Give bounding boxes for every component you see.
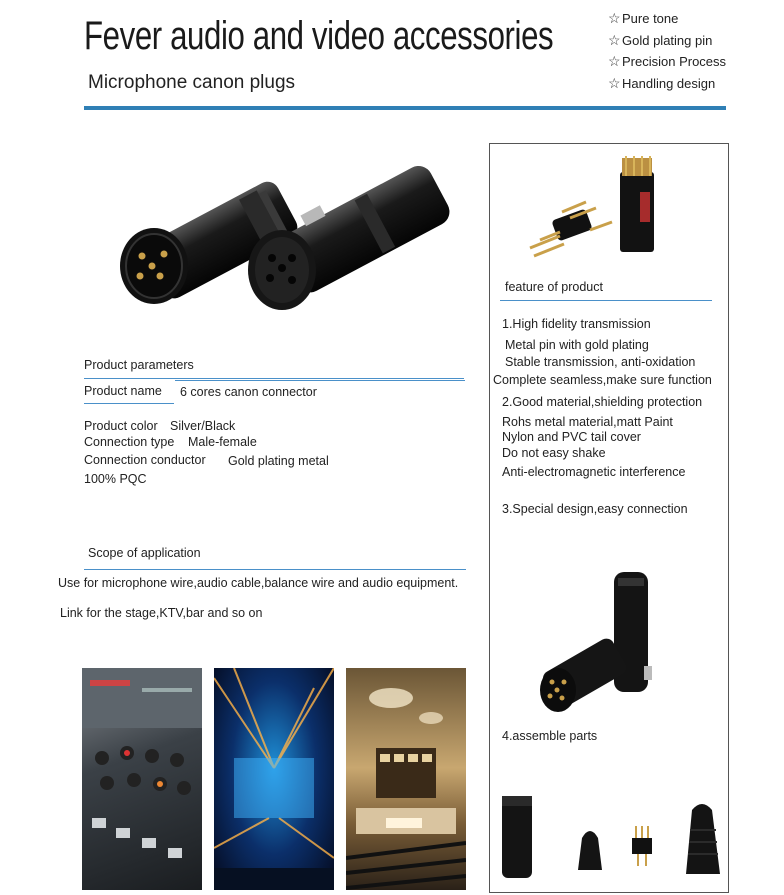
conductor-value: Gold plating metal [228,454,329,468]
section-1-title: 1.High fidelity transmission [502,317,651,331]
section-1-line: Metal pin with gold plating [505,338,649,352]
product-name-rule [175,380,465,381]
feature-item: ☆Gold plating pin [608,30,726,52]
assembled-connectors-photo [536,568,656,718]
star-outline-icon: ☆ [608,10,621,26]
product-name-underline [84,403,174,404]
connection-type-label: Connection type [84,435,175,449]
feature-item: ☆Precision Process [608,51,726,73]
feature-item: ☆Handling design [608,73,726,95]
mixing-console-photo [82,668,202,890]
section-2-line: Rohs metal material,matt Paint [502,415,673,429]
scope-line-2: Link for the stage,KTV,bar and so on [60,606,263,620]
pqc-text: 100% PQC [84,472,147,486]
star-outline-icon: ☆ [608,53,621,69]
section-2-line: Nylon and PVC tail cover [502,430,641,444]
panel-heading: feature of product [505,280,603,294]
section-2-title: 2.Good material,shielding protection [502,395,703,409]
ktv-room-photo [346,668,466,890]
section-4-title: 4.assemble parts [502,729,598,743]
scope-heading: Scope of application [88,546,201,560]
product-name-label: Product name [84,384,162,398]
product-color-value: Silver/Black [170,419,236,433]
scope-divider [84,569,466,570]
product-name-value: 6 cores canon connector [180,385,317,399]
section-2-line: Do not easy shake [502,446,606,460]
star-outline-icon: ☆ [608,74,621,91]
feature-list [608,8,726,94]
stage-lights-photo [214,668,334,890]
assemble-parts-photo [496,790,726,890]
section-2-line: Anti-electromagnetic interference [502,465,686,479]
page-title: Fever audio and video accessories [84,14,554,58]
xlr-connectors-photo [112,158,452,330]
params-divider [84,378,464,379]
star-outline-icon: ☆ [608,31,621,48]
section-3-title: 3.Special design,easy connection [502,502,688,516]
product-color-label: Product color [84,419,158,433]
conductor-label: Connection conductor [84,453,206,467]
header-divider [84,106,726,110]
feature-item: ☆Pure tone [608,8,726,30]
params-heading: Product parameters [84,358,194,372]
panel-divider [500,300,712,301]
page-subtitle: Microphone canon plugs [88,72,296,93]
connection-type-value: Male-female [188,435,257,449]
section-1-line: Stable transmission, anti-oxidation [505,355,696,369]
scope-line-1: Use for microphone wire,audio cable,balance wire and audio equipment. [58,576,459,590]
section-1-line: Complete seamless,make sure function [493,373,712,387]
connector-pins-photo [516,152,686,270]
